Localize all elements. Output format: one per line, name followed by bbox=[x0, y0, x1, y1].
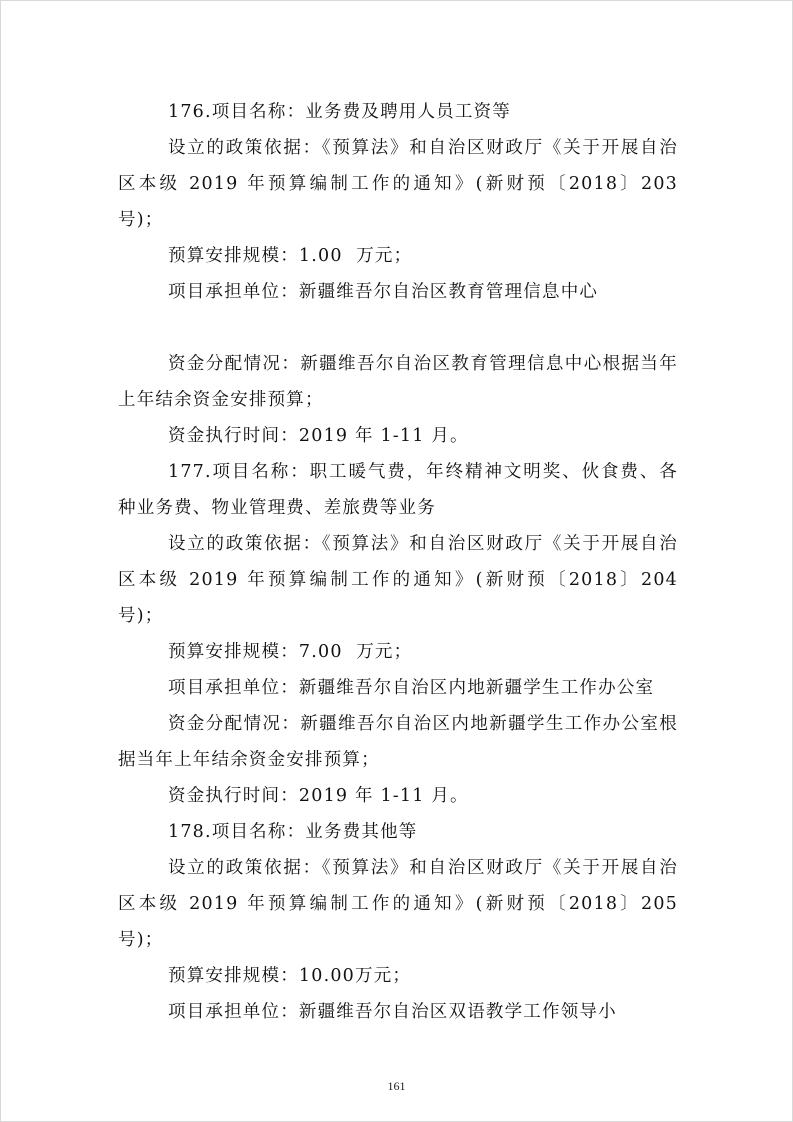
item-177-policy-basis: 设立的政策依据：《预算法》和自治区财政厅《关于开展自治区本级 2019 年预算编制工作的通知》(新财预〔2018〕204 号)； bbox=[118, 534, 685, 626]
item-176-responsible-unit: 项目承担单位：新疆维吾尔自治区教育管理信息中心 bbox=[168, 282, 599, 302]
item-177-budget-scale: 预算安排规模：7.00 万元； bbox=[168, 642, 413, 662]
blank-line bbox=[118, 310, 678, 346]
document-body bbox=[118, 94, 685, 1030]
item-176-policy-basis: 设立的政策依据：《预算法》和自治区财政厅《关于开展自治区本级 2019 年预算编制工作的通知》(新财预〔2018〕203 号)； bbox=[118, 138, 685, 230]
item-177-execution-time: 资金执行时间：2019 年 1-11 月。 bbox=[168, 786, 469, 806]
item-177-fund-allocation: 资金分配情况：新疆维吾尔自治区内地新疆学生工作办公室根据当年上年结余资金安排预算； bbox=[118, 714, 678, 770]
item-176-title: 176.项目名称：业务费及聘用人员工资等 bbox=[168, 102, 511, 122]
item-178-policy-basis: 设立的政策依据：《预算法》和自治区财政厅《关于开展自治区本级 2019 年预算编制工作的通知》(新财预〔2018〕205 号)； bbox=[118, 858, 685, 950]
item-178-budget-scale: 预算安排规模：10.00万元； bbox=[168, 966, 412, 986]
item-176-fund-allocation: 资金分配情况：新疆维吾尔自治区教育管理信息中心根据当年上年结余资金安排预算； bbox=[118, 354, 678, 410]
item-177-title: 177.项目名称：职工暖气费，年终精神文明奖、伙食费、各种业务费、物业管理费、差旅费等业务 bbox=[118, 462, 678, 518]
item-177-responsible-unit: 项目承担单位：新疆维吾尔自治区内地新疆学生工作办公室 bbox=[168, 678, 655, 698]
item-178-title: 178.项目名称：业务费其他等 bbox=[168, 822, 418, 842]
item-176-budget-scale: 预算安排规模：1.00 万元； bbox=[168, 246, 413, 266]
item-178-responsible-unit: 项目承担单位：新疆维吾尔自治区双语教学工作领导小 bbox=[168, 1002, 617, 1022]
item-176-execution-time: 资金执行时间：2019 年 1-11 月。 bbox=[168, 426, 469, 446]
page-number: 161 bbox=[387, 1079, 406, 1093]
